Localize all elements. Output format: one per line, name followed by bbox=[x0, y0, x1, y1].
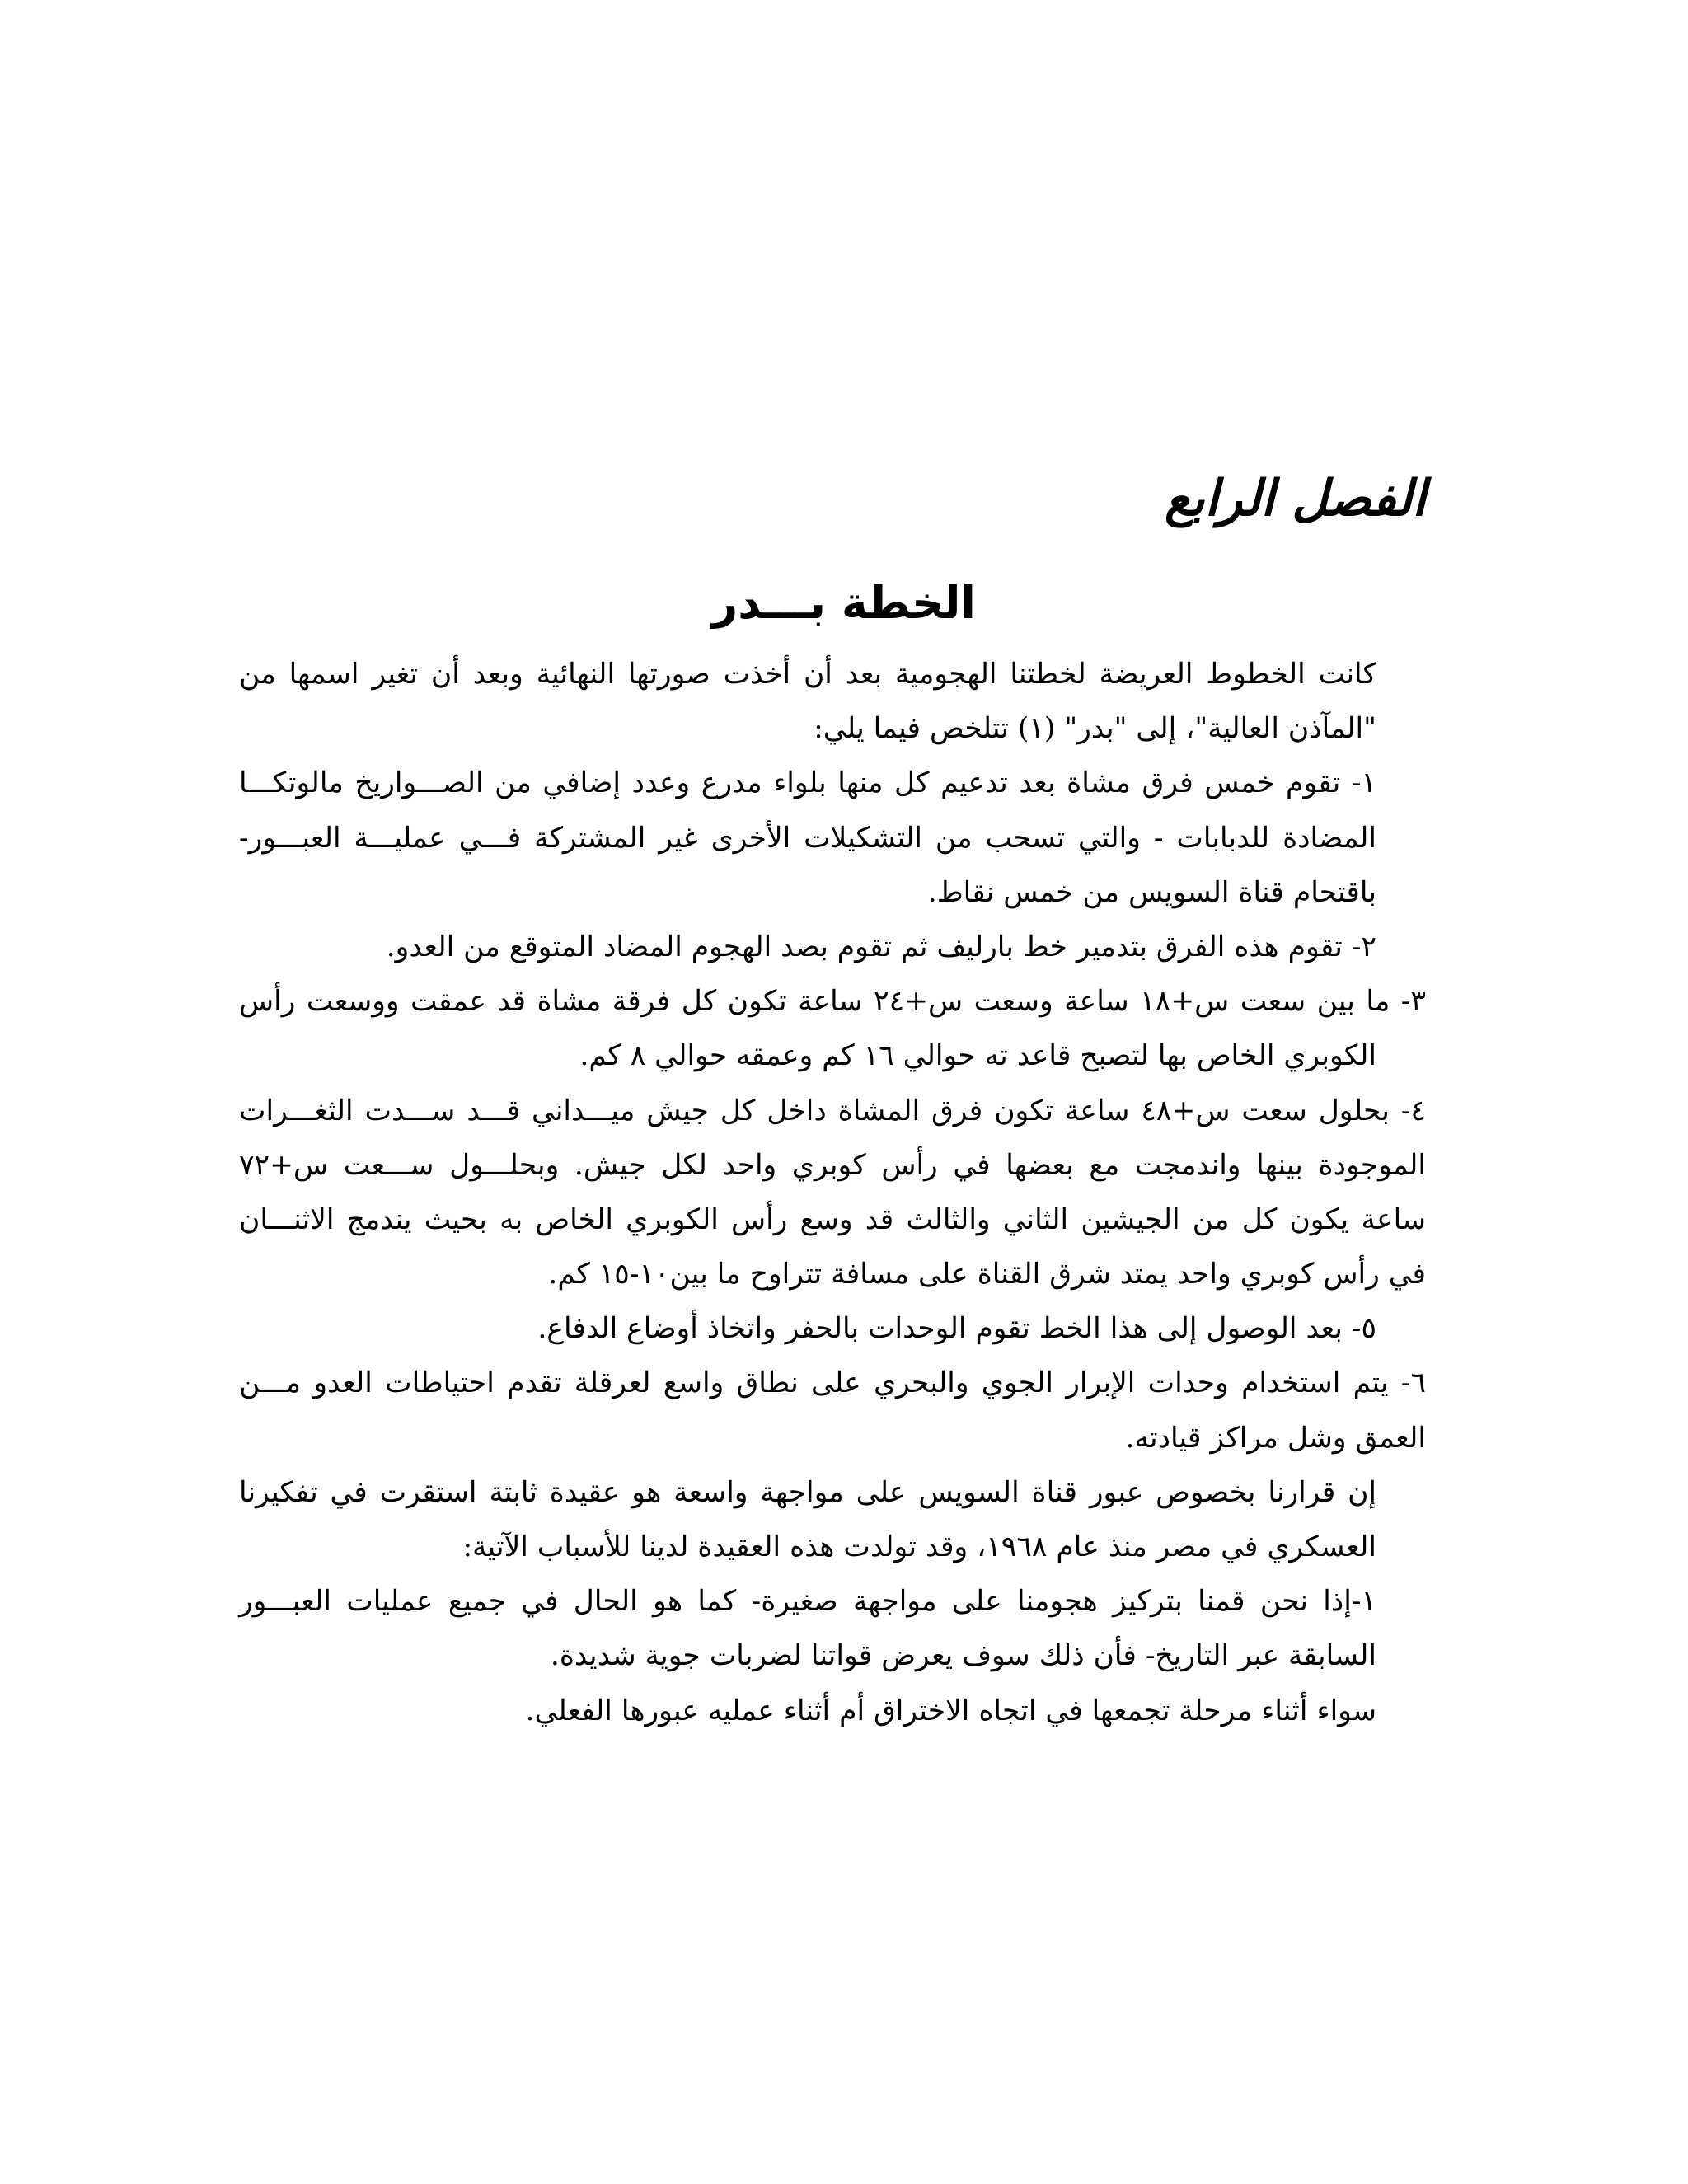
text-line: ٤- بحلول سعت س+٤٨ ساعة تكون فرق المشاة داخل كل جيش ميـــداني قـــد ســـدت الثغـــرات bbox=[239, 1094, 1426, 1127]
text-line: ٥- بعد الوصول إلى هذا الخط تقوم الوحدات بالحفر واتخاذ أوضاع الدفاع. bbox=[537, 1312, 1376, 1346]
body-text bbox=[239, 647, 1426, 1738]
text-line: ٣- ما بين سعت س+١٨ ساعة وسعت س+٢٤ ساعة تكون كل فرقة مشاة قد عمقت ووسعت رأس bbox=[239, 985, 1426, 1019]
text-line: العمق وشل مراكز قيادته. bbox=[1125, 1421, 1426, 1455]
text-line: كانت الخطوط العريضة لخطتنا الهجومية بعد أن أخذت صورتها النهائية وبعد أن تغير اسمها من bbox=[239, 658, 1376, 691]
text-line: ٢- تقوم هذه الفرق بتدمير خط بارليف ثم تقوم بصد الهجوم المضاد المتوقع من العدو. bbox=[386, 930, 1376, 963]
text-line: ١-إذا نحن قمنا بتركيز هجومنا على مواجهة صغيرة- كما هو الحال في جميع عمليات العبـــور bbox=[239, 1585, 1376, 1619]
text-line: المضادة للدبابات - والتي تسحب من التشكيلات الأخرى غير المشتركة فـــي عمليـــة العبـــور- bbox=[239, 821, 1376, 855]
text-line: "المآذن العالية"، إلى "بدر" (١) تتلخص فيما يلي: bbox=[814, 712, 1376, 746]
text-line: باقتحام قناة السويس من خمس نقاط. bbox=[927, 875, 1376, 909]
text-line: الكوبري الخاص بها لتصبح قاعد ته حوالي ١٦ كم وعمقه حوالي ٨ كم. bbox=[579, 1039, 1376, 1073]
text-line: سواء أثناء مرحلة تجمعها في اتجاه الاختراق أم أثناء عمليه عبورها الفعلي. bbox=[525, 1694, 1376, 1727]
text-line: إن قرارنا بخصوص عبور قناة السويس على مواجهة واسعة هو عقيدة ثابتة استقرت في تفكيرنا bbox=[239, 1475, 1376, 1509]
section-title: الخطة بـــدر bbox=[712, 577, 976, 629]
text-line: ٦- يتم استخدام وحدات الإبرار الجوي والبحري على نطاق واسع لعرقلة تقدم احتياطات العدو مـــن bbox=[239, 1366, 1426, 1400]
text-line: ساعة يكون كل من الجيشين الثاني والثالث قد وسع رأس الكوبري الخاص به بحيث يندمج الاثنـــان bbox=[239, 1202, 1426, 1236]
chapter-title: الفصل الرابع bbox=[1164, 470, 1426, 527]
text-line: ١- تقوم خمس فرق مشاة بعد تدعيم كل منها بلواء مدرع وعدد إضافي من الصـــواريخ مالوتكـــا bbox=[239, 766, 1376, 800]
text-line: الموجودة بينها واندمجت مع بعضها في رأس كوبري واحد لكل جيش. وبحلـــول ســـعت س+٧٢ bbox=[239, 1148, 1426, 1182]
text-line: العسكري في مصر منذ عام ١٩٦٨، وقد تولدت هذه العقيدة لدينا للأسباب الآتية: bbox=[462, 1530, 1376, 1563]
text-line: في رأس كوبري واحد يمتد شرق القناة على مسافة تتراوح ما بين١٠-١٥ كم. bbox=[548, 1258, 1426, 1291]
text-line: السابقة عبر التاريخ- فأن ذلك سوف يعرض قواتنا لضربات جوية شديدة. bbox=[550, 1639, 1376, 1673]
